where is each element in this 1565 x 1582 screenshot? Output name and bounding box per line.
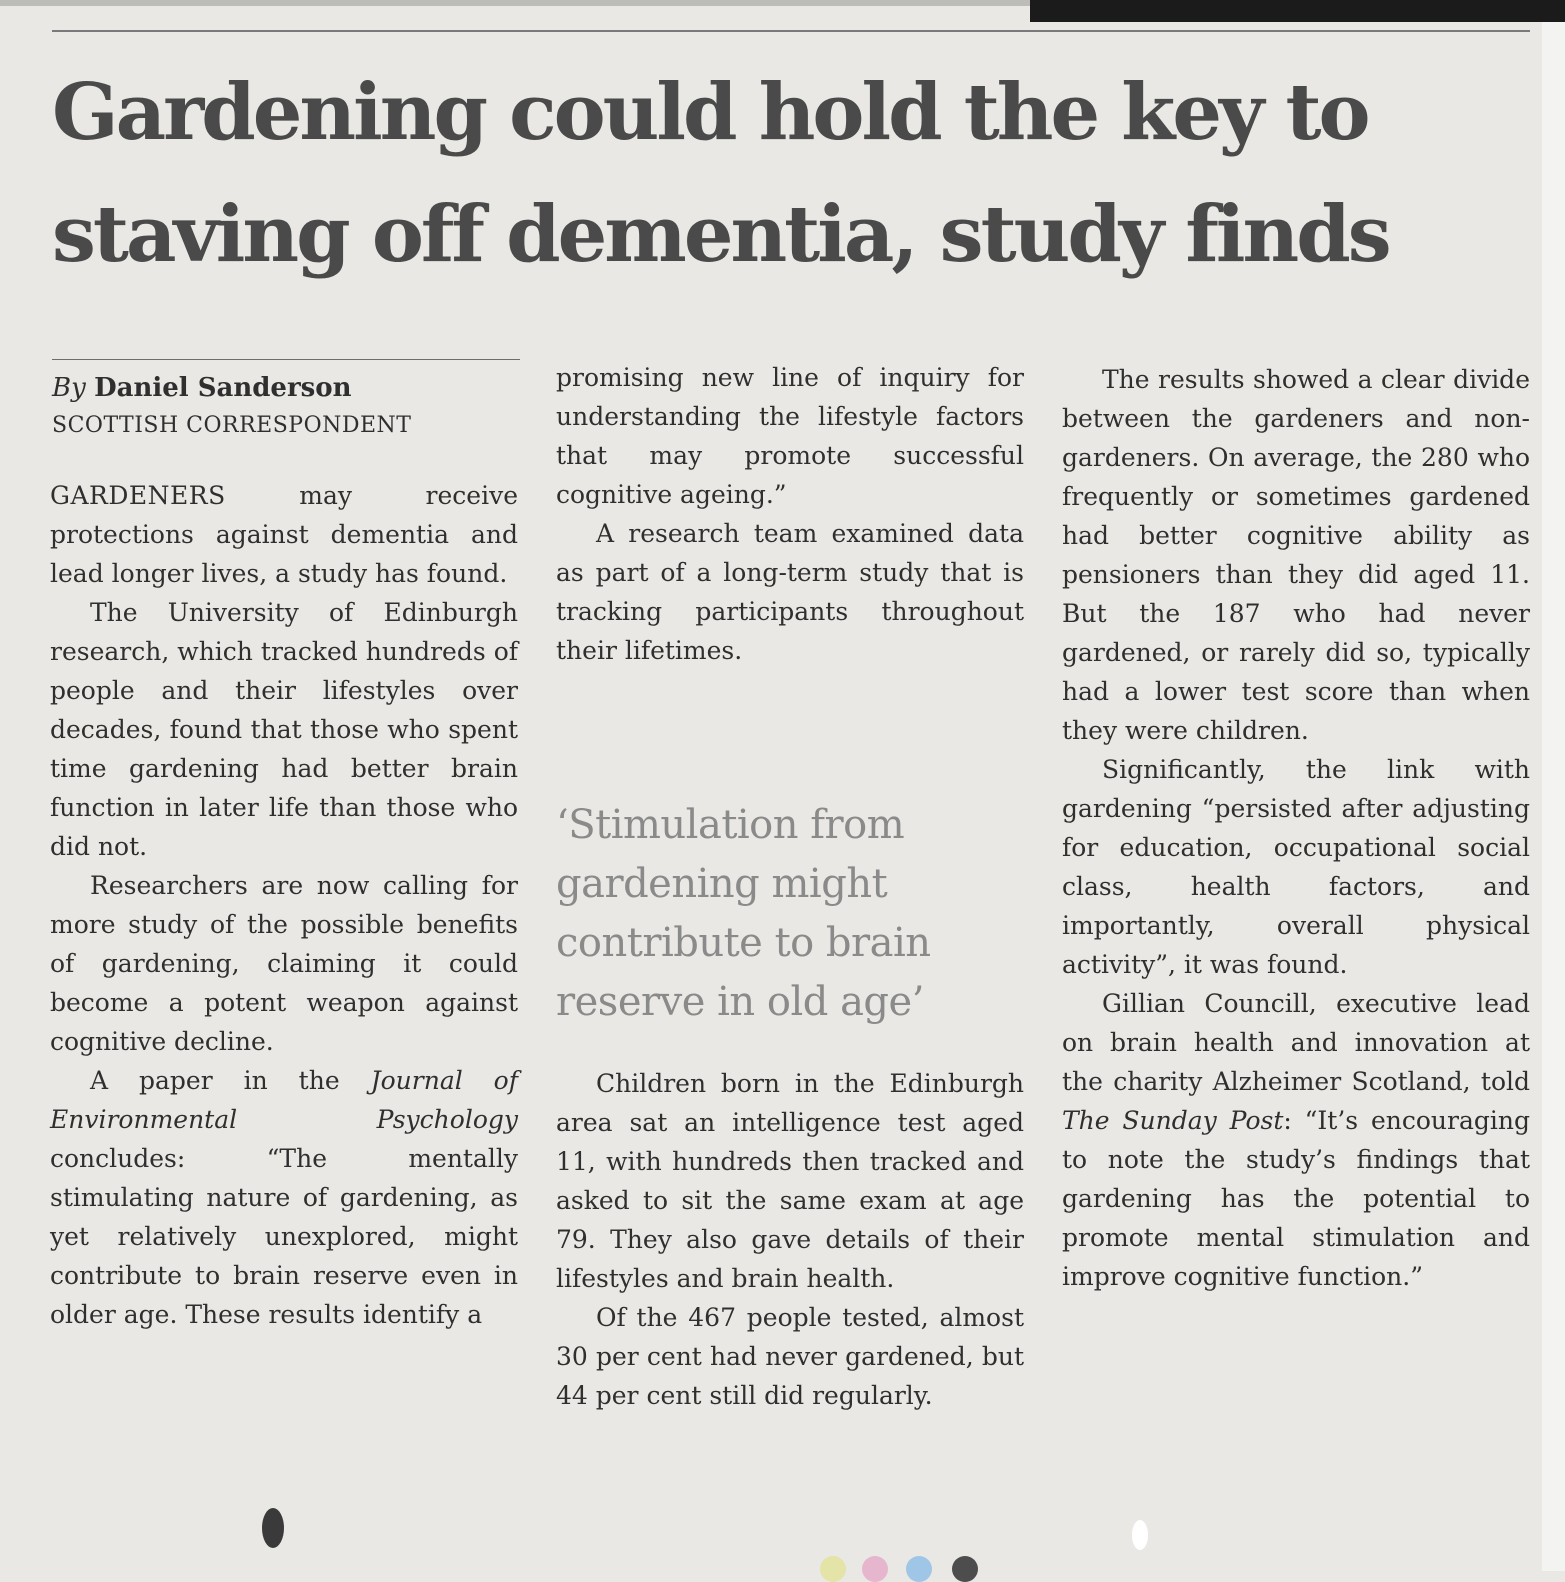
lead-word: GARDENERS bbox=[50, 481, 226, 510]
col3-paragraph-2: Significantly, the link with gardening “persisted after adjusting for education, occupational social class, health factors, and importantly, overall physical activity”, it was found. bbox=[1062, 755, 1530, 979]
col1-paragraph-3: Researchers are now calling for more study of the possible benefits of gardening, claiming it could become a potent weapon against cognitive decline. bbox=[50, 871, 518, 1056]
col2-paragraph-1: promising new line of inquiry for understanding the lifestyle factors that may promote successful cognitive ageing.” bbox=[556, 363, 1024, 509]
byline bbox=[52, 370, 522, 406]
col2-paragraph-3: Children born in the Edinburgh area sat an intelligence test aged 11, with hundreds then tracked and asked to sit the same exam at age 79. They also gave details of their lifestyles and brain health. bbox=[556, 1069, 1024, 1293]
ink-spot bbox=[1132, 1520, 1148, 1550]
col1-paragraph-2: The University of Edinburgh research, which tracked hundreds of people and their lifestyles over decades, found that those who spent time gardening had better brain function in later life than those who did not. bbox=[50, 598, 518, 861]
scan-edge bbox=[0, 0, 1030, 6]
col3-p3-a: Gillian Councill, executive lead on brain health and innovation at the charity Alzheimer Scotland, told bbox=[1062, 989, 1530, 1096]
paper-edge bbox=[1542, 22, 1565, 1571]
col3-paragraph-3 bbox=[1062, 984, 1530, 1296]
headline-line-1: Gardening could hold the key to bbox=[52, 67, 1368, 158]
byline-by: By bbox=[52, 373, 86, 403]
byline-rule bbox=[52, 359, 520, 360]
journal-title: Journal of Environmental Psychology bbox=[50, 1066, 518, 1134]
byline-name: Daniel Sanderson bbox=[94, 373, 352, 403]
column-1 bbox=[50, 476, 518, 1334]
color-dot bbox=[862, 1556, 888, 1582]
col1-paragraph-4 bbox=[50, 1061, 518, 1334]
col1-p4-b: concludes: “The mentally stimulating nature of gardening, as yet relatively unexplored, might contribute to brain reserve even in older age. These results identify a bbox=[50, 1144, 518, 1329]
headline-line-2: staving off dementia, study finds bbox=[52, 189, 1389, 280]
column-2-lower bbox=[556, 1064, 1024, 1415]
headline bbox=[52, 52, 1532, 296]
col3-paragraph-1: The results showed a clear divide between the gardeners and non-gardeners. On average, the 280 who frequently or sometimes gardened had better cognitive ability as pensioners than they did aged 11. But the 187 who had never gardened, or rarely did so, typically had a lower test score than when they were children. bbox=[1062, 365, 1530, 745]
byline-role: SCOTTISH CORRESPONDENT bbox=[52, 413, 412, 438]
ink-spot bbox=[262, 1508, 284, 1548]
color-dot bbox=[952, 1556, 978, 1582]
color-dot bbox=[906, 1556, 932, 1582]
publication-title: The Sunday Post bbox=[1062, 1106, 1284, 1135]
col1-p4-a: A paper in the bbox=[90, 1066, 371, 1095]
pull-quote: ‘Stimulation from gardening might contribute to brain reserve in old age’ bbox=[556, 802, 931, 1025]
scan-dark-edge bbox=[1030, 0, 1565, 22]
top-rule bbox=[52, 30, 1530, 32]
col3-p3-b: : “It’s encouraging to note the study’s findings that gardening has the potential to promote mental stimulation and improve cognitive function.” bbox=[1062, 1106, 1530, 1291]
column-3 bbox=[1062, 360, 1530, 1296]
col2-paragraph-4: Of the 467 people tested, almost 30 per cent had never gardened, but 44 per cent still did regularly. bbox=[556, 1303, 1024, 1410]
col1-p1-text: may receive protections against dementia and lead longer lives, a study has found. bbox=[50, 481, 518, 588]
col2-paragraph-2: A research team examined data as part of a long-term study that is tracking participants throughout their lifetimes. bbox=[556, 519, 1024, 665]
column-2 bbox=[556, 358, 1024, 670]
color-dot bbox=[820, 1556, 846, 1582]
col1-paragraph-1 bbox=[50, 476, 518, 593]
